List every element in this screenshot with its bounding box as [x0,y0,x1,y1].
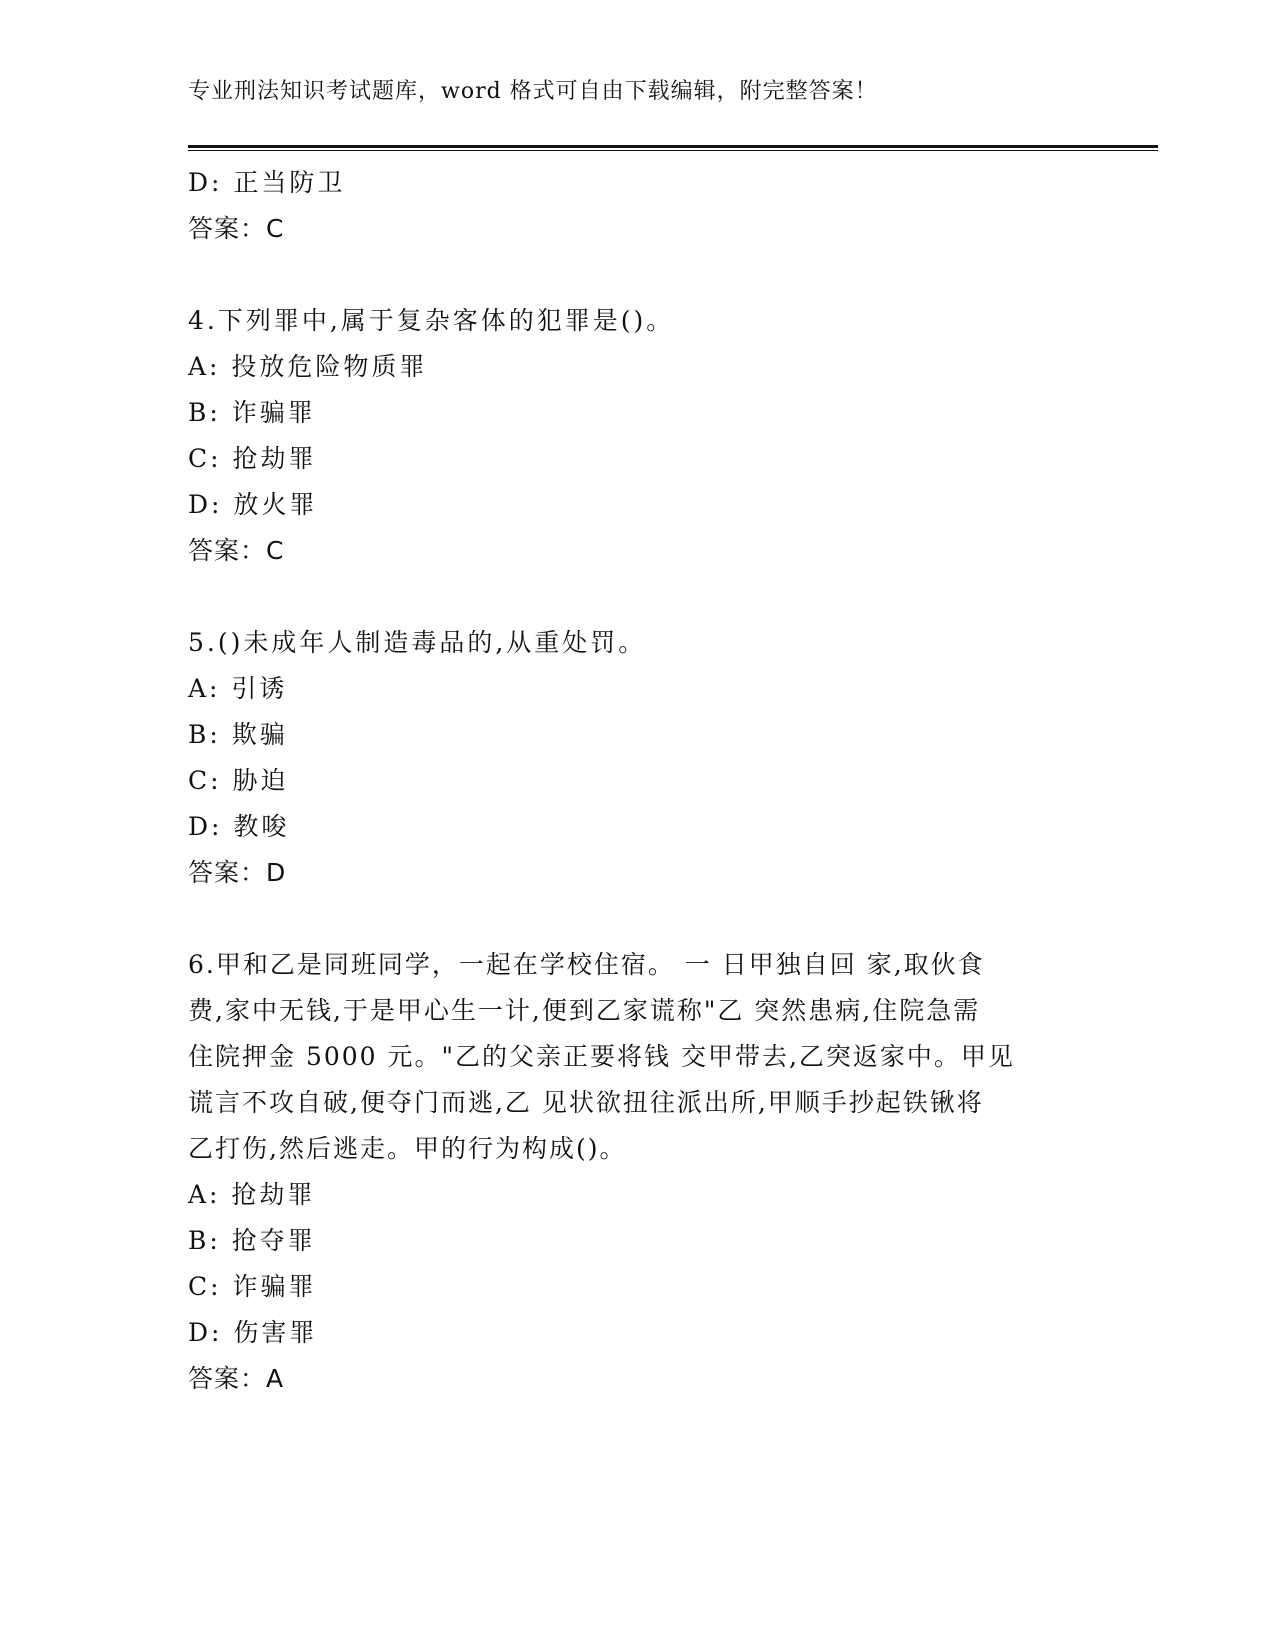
spacer [188,574,1068,620]
answer-line: 答案：C [188,536,285,565]
option-c: C: 抢劫罪 [188,444,317,473]
spacer [188,896,1068,942]
answer-line: 答案：A [188,1364,285,1393]
question-stem [188,942,1068,1172]
question-stem-line: 费,家中无钱,于是甲心生一计,便到乙家谎称"乙 突然患病,住院急需 [188,996,981,1025]
option-d: D: 伤害罪 [188,1318,318,1347]
question-stem-line: 乙打伤,然后逃走。甲的行为构成()。 [188,1134,627,1163]
option-b: B: 诈骗罪 [188,398,316,427]
option-d: D: 教唆 [188,812,290,841]
question-block [188,298,1068,574]
header-divider [188,145,1158,152]
question-block [188,620,1068,896]
question-stem-line: 住院押金 5000 元。"乙的父亲正要将钱 交甲带去,乙突返家中。甲见 [188,1042,1015,1071]
option-c: C: 胁迫 [188,766,289,795]
header-divider-thin [188,150,1158,151]
option-a: A: 抢劫罪 [188,1180,316,1209]
option-b: B: 抢夺罪 [188,1226,316,1255]
question-stem: 4.下列罪中,属于复杂客体的犯罪是()。 [188,306,675,335]
question-stem-line: 谎言不攻自破,便夺门而逃,乙 见状欲扭往派出所,甲顺手抄起铁锹将 [188,1088,984,1117]
spacer [188,252,1068,298]
option-b: B: 欺骗 [188,720,288,749]
page-header: 专业刑法知识考试题库，word 格式可自由下载编辑，附完整答案！ [188,79,878,104]
question-stem: 5.()未成年人制造毒品的,从重处罚。 [188,628,647,657]
option-d: D: 正当防卫 [188,168,346,197]
question-stem-line: 6.甲和乙是同班同学，一起在学校住宿。 一 日甲独自回 家,取伙食 [188,950,985,979]
question-list [188,160,1068,1402]
option-c: C: 诈骗罪 [188,1272,317,1301]
question-block [188,942,1068,1402]
answer-line: 答案：C [188,214,285,243]
header-divider-thick [188,145,1158,148]
option-a: A: 引诱 [188,674,288,703]
option-a: A: 投放危险物质罪 [188,352,428,381]
answer-line: 答案：D [188,858,287,887]
option-d: D: 放火罪 [188,490,318,519]
